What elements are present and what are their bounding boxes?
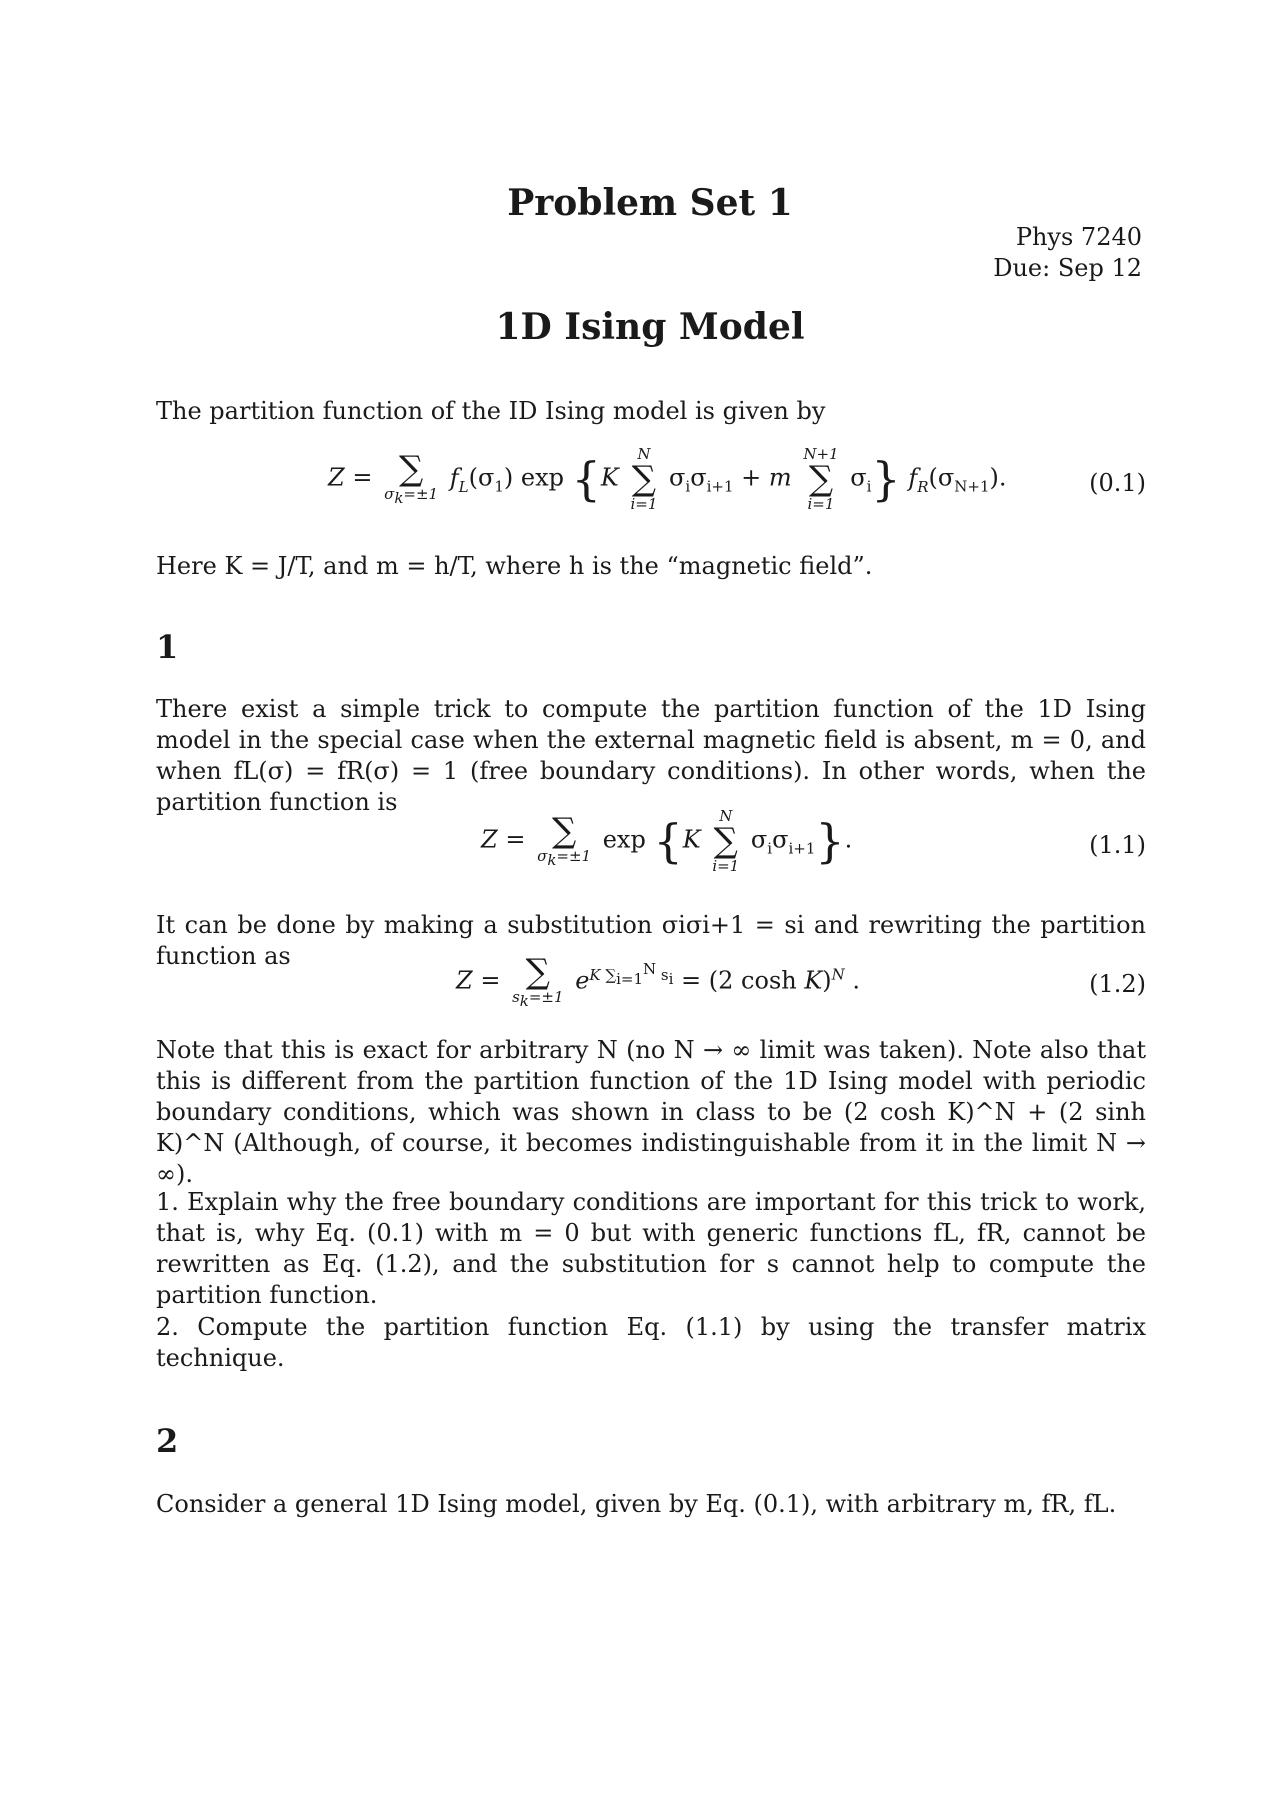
section-1-paragraph-2: It can be done by making a substitution σiσi+1 = si and rewriting the partition function as (156, 911, 1146, 970)
section-number: 1 (156, 628, 179, 666)
section-number: 2 (156, 1422, 179, 1460)
section-1-paragraph-3: Note that this is exact for arbitrary N (no N → ∞ limit was taken). Note also that this is different from the partition function of the 1D Ising model with periodic boundary conditions, which was shown in class to be (2 cosh K)^N + (2 sinh K)^N (Although, of course, it becomes indistinguishable from it in the limit N → ∞). (156, 1036, 1146, 1188)
intro-text: The partition function of the ID Ising model is given by (156, 397, 826, 425)
due-date: Due: Sep 12 (993, 254, 1142, 282)
question-1: 1. Explain why the free boundary conditions are important for this trick to work, that is, why Eq. (0.1) with m = 0 but with generic functions fL, fR, cannot be rewritten as Eq. (1.2), and the substitution for s cannot help to compute the partition function. (156, 1188, 1146, 1309)
document-title: Problem Set 1 (507, 182, 793, 224)
definitions-text: Here K = J/T, and m = h/T, where h is the “magnetic field”. (156, 552, 873, 580)
equation-number: (0.1) (1089, 469, 1146, 497)
course-code: Phys 7240 (1015, 223, 1142, 251)
equation-number: (1.1) (1089, 831, 1146, 859)
equation-0-1-formula: Z = ∑ $\sigma_k=\pm 1$ $f_L(\sigma_1)$ exp {K N ∑ i=1 $\sigma_i\sigma_{i+1} + m$ N+1 ∑ i=1 $\sigma_i$} $f_R(\sigma_{N+1})$. (328, 445, 1007, 513)
equation-number: (1.2) (1089, 970, 1146, 998)
equation-1-2 (156, 952, 1146, 1035)
question-2: 2. Compute the partition function Eq. (1.1) by using the transfer matrix technique. (156, 1313, 1146, 1372)
equation-1-1 (156, 808, 1146, 888)
section-1-paragraph-1: There exist a simple trick to compute the partition function of the 1D Ising model in the special case when the external magnetic field is absent, m = 0, and when fL(σ) = fR(σ) = 1 (free boundary conditions). In other words, when the partition function is (156, 695, 1146, 816)
equation-0-1 (156, 446, 1146, 526)
section-2-paragraph: Consider a general 1D Ising model, given by Eq. (0.1), with arbitrary m, fR, fL. (156, 1490, 1117, 1518)
equation-1-2-formula: Z = ∑ $s_k=\pm 1$ $e^{K \sum_{i=1}^N s_i} = (2$ cosh K)$^N$ . (456, 952, 861, 1010)
equation-1-1-formula: Z = ∑ $\sigma_k=\pm 1$ exp {K N ∑ i=1 $\sigma_i\sigma_{i+1}$}. (481, 807, 853, 875)
section-title: 1D Ising Model (495, 306, 805, 348)
course-info (993, 222, 1142, 284)
